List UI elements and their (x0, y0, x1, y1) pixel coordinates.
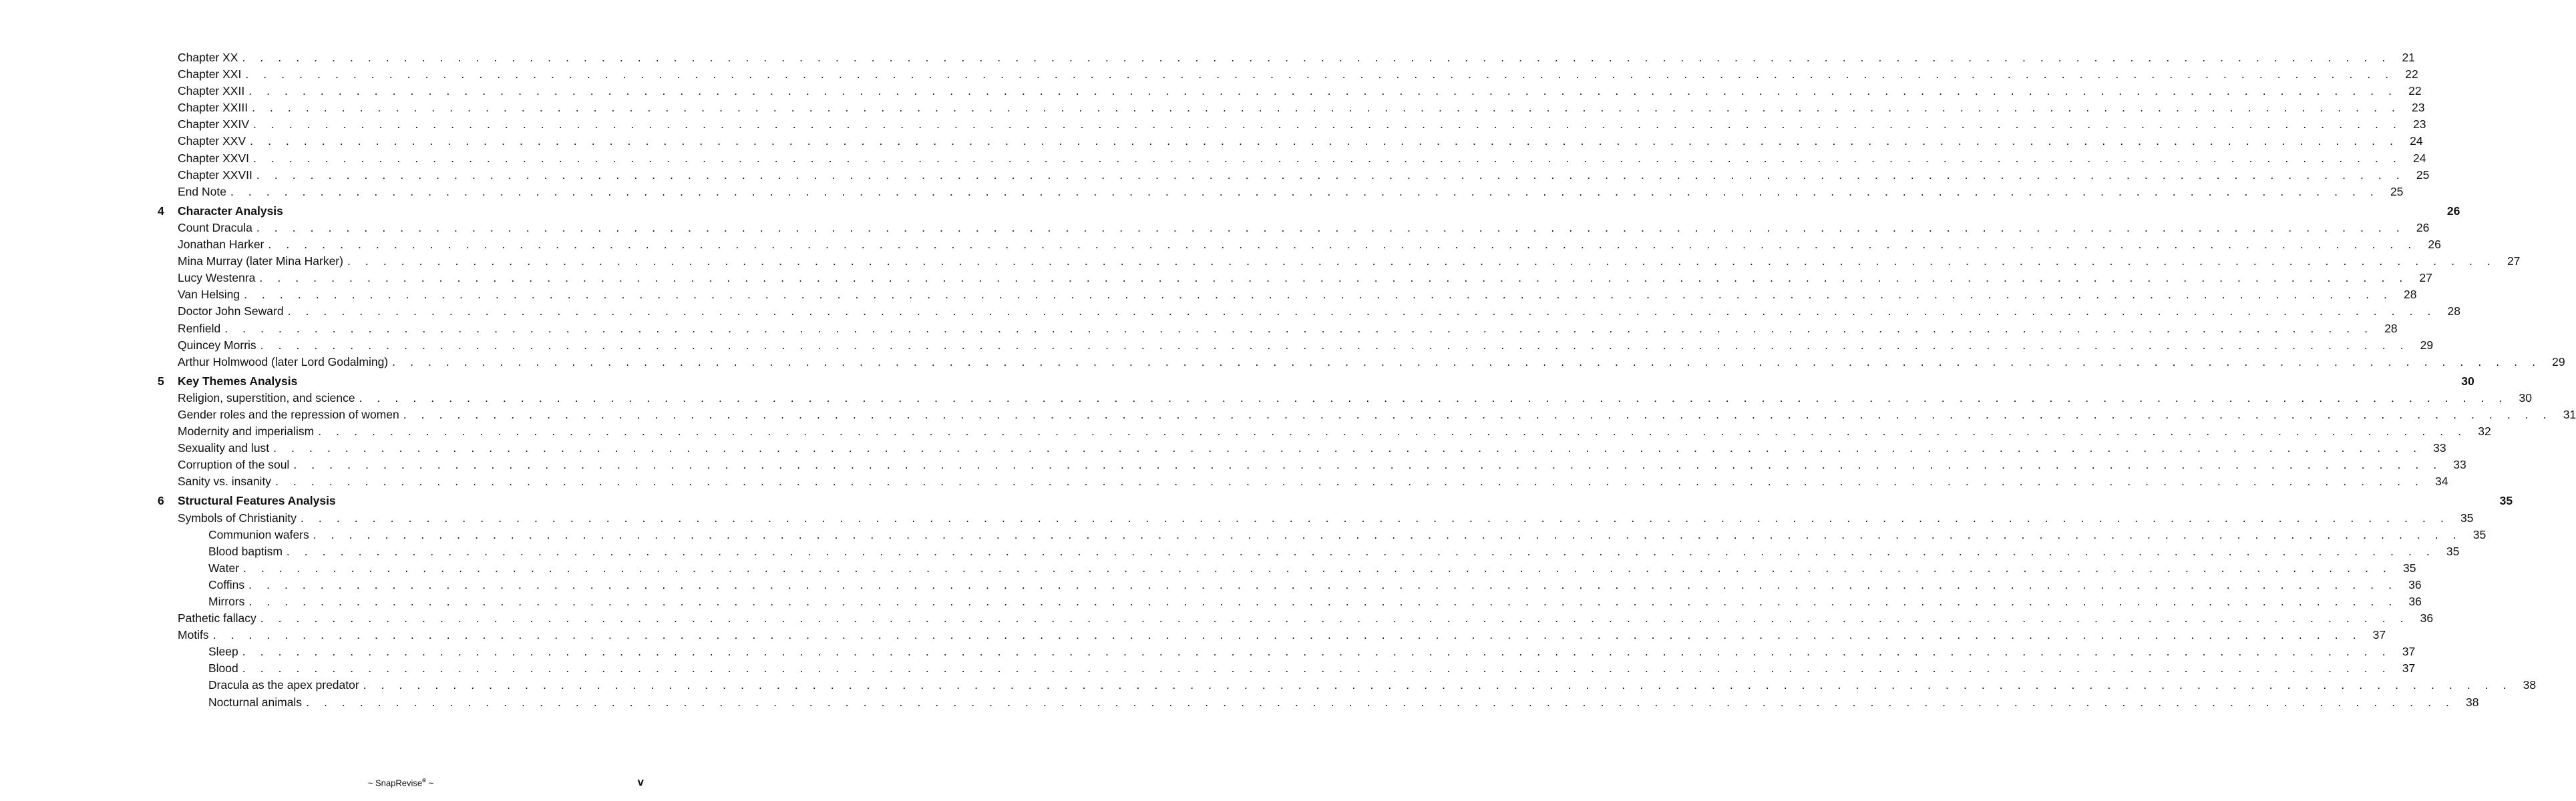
toc-entry-page: 35 (2499, 494, 2513, 508)
dot-leader: . . . . . . . . . . . . . . . . . . . . . . . . . . . . . . . . . . . . . . . . . . . . . . . . . . . . . . . . . . . . . . . . . . . . . . . . . . . . . . . . . . . . . . . . . . . . . . . . . . . . . . . . . . . . . . . . . . . . . . . . (253, 117, 2402, 131)
toc-entry[interactable] (0, 354, 2565, 370)
toc-entry[interactable] (0, 560, 2416, 577)
toc-entry-body (178, 150, 2426, 167)
toc-entry-title: Dracula as the apex predator (208, 678, 359, 692)
registered-mark: ® (422, 778, 426, 784)
toc-entry-page: 23 (2412, 101, 2425, 115)
toc-entry[interactable] (0, 457, 2466, 473)
toc-entry-page: 37 (2402, 645, 2416, 659)
toc-entry[interactable] (0, 510, 2474, 527)
toc-entry-page: 35 (2446, 544, 2460, 558)
chapter-number: 6 (158, 494, 164, 508)
toc-entry-body (178, 473, 2448, 490)
toc-entry-page: 33 (2453, 458, 2466, 472)
toc-entry-title: Chapter XXIII (178, 101, 248, 115)
toc-entry-page: 28 (2447, 304, 2460, 318)
toc-entry-body (178, 510, 2474, 527)
toc-entry[interactable] (0, 167, 2430, 184)
toc-entry[interactable] (0, 286, 2417, 303)
toc-entry-page: 35 (2403, 561, 2416, 575)
toc-entry-title: Lucy Westenra (178, 271, 256, 285)
toc-entry-body (208, 527, 2487, 543)
toc-entry-body (208, 694, 2479, 711)
toc-entry-body (178, 220, 2430, 236)
toc-entry-body (178, 457, 2466, 473)
toc-entry[interactable] (0, 49, 2415, 66)
toc-entry-body (178, 493, 2513, 509)
toc-entry-page: 33 (2433, 441, 2446, 455)
toc-entry-body (178, 373, 2474, 390)
dot-leader: . . . . . . . . . . . . . . . . . . . . . . . . . . . . . . . . . . . . . . . . . . . . . . . . . . . . . . . . . . . . . . . . . . . . . . . . . . . . . . . . . . . . . . . . . . . . . . . . . . . . . . . . . . . . . . . . . . . . . . . . (242, 645, 2392, 659)
toc-entry-body (208, 543, 2460, 560)
toc-entry-title: Quincey Morris (178, 338, 256, 352)
dot-leader: . . . . . . . . . . . . . . . . . . . . . . . . . . . . . . . . . . . . . . . . . . . . . . . . . . . . . . . . . . . . . . . . . . . . . . . . . . . . . . . . . . . . . . . . . . . . . . . . . . . . . . . . . . . . . . . . . . . . . . . . (242, 51, 2391, 64)
toc-entry-body (178, 167, 2430, 184)
toc-entry-page: 28 (2404, 288, 2417, 302)
dot-leader: . . . . . . . . . . . . . . . . . . . . . . . . . . . . . . . . . . . . . . . . . . . . . . . . . . . . . . . . . . . . . . . . . . . . . . . . . . . . . . . . . . . . . . . . . . . . . . . . . . . . . . . . . . . . . . . . . . . . . . . . (248, 84, 2398, 98)
toc-entry-title: Structural Features Analysis (178, 494, 336, 508)
toc-entry-page: 27 (2419, 271, 2432, 285)
toc-entry-body (178, 133, 2423, 150)
dot-leader: . . . . . . . . . . . . . . . . . . . . . . . . . . . . . . . . . . . . . . . . . . . . . . . . . . . . . . . . . . . . . . . . . . . . . . . . . . . . . . . . . . . . . . . . . . . . . . . . . . . . . . . . . . . . . . . . . . . . . . . . (248, 577, 2398, 591)
toc-entry-body (178, 320, 2398, 337)
toc-entry-page: 38 (2523, 678, 2537, 692)
toc-entry-title: Jonathan Harker (178, 238, 264, 252)
dot-leader: . . . . . . . . . . . . . . . . . . . . . . . . . . . . . . . . . . . . . . . . . . . . . . . . . . . . . . . . . . . . . . . . . . . . . . . . . . . . . . . . . . . . . . . . . . . . . . . . . . . . . . . . . . . . . . . . . . . . . . . . (403, 407, 2553, 421)
toc-entry-title: Mina Murray (later Mina Harker) (178, 254, 343, 268)
toc-entry-page: 21 (2402, 51, 2415, 64)
dot-leader: . . . . . . . . . . . . . . . . . . . . . . . . . . . . . . . . . . . . . . . . . . . . . . . . . . . . . . . . . . . . . . . . . . . . . . . . . . . . . . . . . . . . . . . . . . . . . . . . . . . . . . . . . . . . . . . . . . . . . . . . (306, 695, 2455, 709)
toc-entry[interactable] (0, 236, 2441, 253)
toc-entry-body (208, 643, 2416, 660)
toc-entry-page: 22 (2408, 84, 2422, 98)
toc-entry[interactable] (0, 440, 2446, 457)
toc-entry[interactable] (0, 116, 2426, 133)
toc-entry[interactable] (0, 660, 2416, 677)
toc-entry-page: 35 (2472, 527, 2487, 541)
toc-entry-title: Chapter XXVII (178, 168, 252, 182)
page-footer (0, 776, 801, 790)
toc-entry-title: Chapter XXIV (178, 117, 249, 131)
toc-entry-title: Communion wafers (208, 527, 309, 541)
toc-entry[interactable] (0, 66, 2418, 83)
toc-entry-title: Corruption of the soul (178, 458, 290, 472)
toc-entry-body (208, 560, 2416, 577)
toc-entry-body (178, 407, 2576, 423)
footer-brand-prefix: ~ SnapRevise (367, 778, 423, 788)
dot-leader: . . . . . . . . . . . . . . . . . . . . . . . . . . . . . . . . . . . . . . . . . . . . . . . . . . . . . . . . . . . . . . . . . . . . . . . . . . . . . . . . . . . . . . . . . . . . . . . . . . . . . . . . . . . . . . . . . . . . . . . . (252, 101, 2401, 115)
toc-chapter-heading[interactable] (0, 493, 2513, 509)
dot-leader: . . . . . . . . . . . . . . . . . . . . . . . . . . . . . . . . . . . . . . . . . . . . . . . . . . . . . . . . . . . . . . . . . . . . . . . . . . . . . . . . . . . . . . . . . . . . . . . . . . . . . . . . . . . . . . . . . . . . . . . . (300, 511, 2450, 525)
toc-entry-body (178, 286, 2417, 303)
toc-entry-body (208, 593, 2422, 610)
footer-brand (0, 778, 801, 788)
toc-entry[interactable] (0, 677, 2537, 694)
toc-entry[interactable] (0, 390, 2533, 407)
toc-entry-page: 30 (2519, 390, 2533, 405)
toc-entry-page: 37 (2372, 628, 2386, 642)
toc-entry-title: Pathetic fallacy (178, 611, 256, 625)
toc-entry-title: Nocturnal animals (208, 695, 303, 709)
dot-leader: . . . . . . . . . . . . . . . . . . . . . . . . . . . . . . . . . . . . . . . . . . . . . . . . . . . . . . . . . . . . . . . . . . . . . . . . . . . . . . . . . . . . . . . . . . . . . . . . . . . . . . . . . . . . . . . . . . . . . . . . (259, 271, 2408, 285)
toc-entry-body (208, 677, 2537, 694)
dot-leader: . . . . . . . . . . . . . . . . . . . . . . . . . . . . . . . . . . . . . . . . . . . . . . . . . . . . . . . . . . . . . . . . . . . . . . . . . . . . . . . . . . . . . . . . . . . . . . . . . . . . . . . . . . . . . . . . . . . . . . . . (347, 254, 2497, 268)
toc-entry[interactable] (0, 610, 2434, 627)
toc-entry-body (178, 440, 2446, 457)
toc-entry-page: 35 (2460, 511, 2474, 525)
dot-leader: . . . . . . . . . . . . . . . . . . . . . . . . . . . . . . . . . . . . . . . . . . . . . . . . . . . . . . . . . . . . . . . . . . . . . . . . . . . . . . . . . . . . . . . . . . . . . . . . . . . . . . . . . . . . . . . . . . . . . . . . (256, 220, 2406, 234)
toc-entry-page: 38 (2466, 695, 2479, 709)
toc-entry-title: Blood baptism (208, 544, 283, 558)
toc-entry-page: 36 (2420, 611, 2434, 625)
toc-entry-title: Renfield (178, 321, 221, 335)
toc-entry-title: Sanity vs. insanity (178, 475, 272, 489)
dot-leader: . . . . . . . . . . . . . . . . . . . . . . . . . . . . . . . . . . . . . . . . . . . . . . . . . . . . . . . . . . . . . . . . . . . . . . . . . . . . . . . . . . . . . . . . . . . . . . . . . . . . . . . . . . . . . . . . . . . . . . . . (212, 628, 2362, 642)
toc-entry-page: 34 (2435, 475, 2448, 489)
dot-leader: . . . . . . . . . . . . . . . . . . . . . . . . . . . . . . . . . . . . . . . . . . . . . . . . . . . . . . . . . . . . . . . . . . . . . . . . . . . . . . . . . . . . . . . . . . . . . . . . . . . . . . . . . . . . . . . . . . . . . . . . (268, 238, 2417, 252)
toc-entry[interactable] (0, 220, 2430, 236)
toc-entry-page: 24 (2412, 151, 2426, 165)
toc-entry[interactable] (0, 423, 2491, 440)
dot-leader: . . . . . . . . . . . . . . . . . . . . . . . . . . . . . . . . . . . . . . . . . . . . . . . . . . . . . . . . . . . . . . . . . . . . . . . . . . . . . . . . . . . . . . . . . . . . . . . . . . . . . . . . . . . . . . . . . . . . . . . . (253, 151, 2402, 165)
dot-leader: . . . . . . . . . . . . . . . . . . . . . . . . . . . . . . . . . . . . . . . . . . . . . . . . . . . . . . . . . . . . . . . . . . . . . . . . . . . . . . . . . . . . . . . . . . . . . . . . . . . . . . . . . . . . . . . . . . . . . . . . (248, 595, 2398, 608)
toc-entry-page: 22 (2405, 67, 2418, 81)
dot-leader: . . . . . . . . . . . . . . . . . . . . . . . . . . . . . . . . . . . . . . . . . . . . . . . . . . . . . . . . . . . . . . . . . . . . . . . . . . . . . . . . . . . . . . . . . . . . . . . . . . . . . . . . . . . . . . . . . . . . . . . . (242, 661, 2392, 676)
toc-entry-body (208, 577, 2422, 593)
toc-entry[interactable] (0, 303, 2460, 320)
toc-entry-body (178, 303, 2460, 320)
toc-entry-title: Chapter XXV (178, 134, 246, 148)
toc-entry-title: Van Helsing (178, 288, 240, 302)
dot-leader: . . . . . . . . . . . . . . . . . . . . . . . . . . . . . . . . . . . . . . . . . . . . . . . . . . . . . . . . . . . . . . . . . . . . . . . . . . . . . . . . . . . . . . . . . . . . . . . . . . . . . . . . . . . . . . . . . . . . . . . . (224, 321, 2374, 335)
toc-entry-body (178, 66, 2418, 83)
toc-entry[interactable] (0, 593, 2422, 610)
toc-entry[interactable] (0, 577, 2422, 593)
toc-entry-title: Sexuality and lust (178, 441, 270, 455)
toc-entry-page: 30 (2461, 374, 2474, 388)
dot-leader: . . . . . . . . . . . . . . . . . . . . . . . . . . . . . . . . . . . . . . . . . . . . . . . . . . . . . . . . . . . . . . . . . . . . . . . . . . . . . . . . . . . . . . . . . . . . . . . . . . . . . . . . . . . . . . . . . . . . . . . . (287, 304, 2436, 318)
toc-entry-title: Key Themes Analysis (178, 374, 298, 388)
dot-leader: . . . . . . . . . . . . . . . . . . . . . . . . . . . . . . . . . . . . . . . . . . . . . . . . . . . . . . . . . . . . . . . . . . . . . . . . . . . . . . . . . . . . . . . . . . . . . . . . . . . . . . . . . . . . . . . . . . . . . . . . (313, 527, 2462, 541)
toc-entry-body (178, 627, 2386, 643)
dot-leader: . . . . . . . . . . . . . . . . . . . . . . . . . . . . . . . . . . . . . . . . . . . . . . . . . . . . . . . . . . . . . . . . . . . . . . . . . . . . . . . . . . . . . . . . . . . . . . . . . . . . . . . . . . . . . . . . . . . . . . . . (318, 425, 2467, 439)
dot-leader: . . . . . . . . . . . . . . . . . . . . . . . . . . . . . . . . . . . . . . . . . . . . . . . . . . . . . . . . . . . . . . . . . . . . . . . . . . . . . . . . . . . . . . . . . . . . . . . . . . . . . . . . . . . . . . . . . . . . . . . . (243, 561, 2392, 575)
toc-entry-page: 24 (2410, 134, 2423, 148)
toc-entry-page: 37 (2402, 661, 2416, 676)
toc-entry[interactable] (0, 150, 2426, 167)
toc-entry-body (178, 99, 2425, 116)
toc-entry[interactable] (0, 133, 2423, 150)
toc-entry-page: 36 (2408, 595, 2422, 608)
toc-entry-body (178, 253, 2521, 270)
dot-leader: . . . . . . . . . . . . . . . . . . . . . . . . . . . . . . . . . . . . . . . . . . . . . . . . . . . . . . . . . . . . . . . . . . . . . . . . . . . . . . . . . . . . . . . . . . . . . . . . . . . . . . . . . . . . . . . . . . . . . . . . (260, 611, 2410, 625)
toc-entry[interactable] (0, 643, 2416, 660)
toc-entry-body (178, 354, 2565, 370)
table-of-contents (0, 49, 2576, 711)
toc-chapter-heading[interactable] (0, 373, 2474, 390)
toc-entry[interactable] (0, 627, 2386, 643)
toc-entry-title: Chapter XXI (178, 67, 242, 81)
dot-leader: . . . . . . . . . . . . . . . . . . . . . . . . . . . . . . . . . . . . . . . . . . . . . . . . . . . . . . . . . . . . . . . . . . . . . . . . . . . . . . . . . . . . . . . . . . . . . . . . . . . . . . . . . . . . . . . . . . . . . . . . (260, 338, 2410, 352)
toc-entry-page: 36 (2408, 577, 2422, 591)
toc-entry-page: 32 (2478, 425, 2491, 439)
toc-entry[interactable] (0, 694, 2479, 711)
toc-entry-body (178, 610, 2434, 627)
toc-entry-page: 26 (2428, 238, 2441, 252)
toc-entry-body (178, 203, 2460, 220)
toc-entry[interactable] (0, 473, 2448, 490)
dot-leader: . . . . . . . . . . . . . . . . . . . . . . . . . . . . . . . . . . . . . . . . . . . . . . . . . . . . . . . . . . . . . . . . . . . . . . . . . . . . . . . . . . . . . . . . . . . . . . . . . . . . . . . . . . . . . . . . . . . . . . . . (275, 475, 2424, 489)
toc-entry-title: Coffins (208, 577, 245, 591)
toc-entry-page: 25 (2416, 168, 2430, 182)
dot-leader: . . . . . . . . . . . . . . . . . . . . . . . . . . . . . . . . . . . . . . . . . . . . . . . . . . . . . . . . . . . . . . . . . . . . . . . . . . . . . . . . . . . . . . . . . . . . . . . . . . . . . . . . . . . . . . . . . . . . . . . . (245, 67, 2394, 81)
toc-entry-title: Mirrors (208, 595, 245, 608)
toc-entry-title: Chapter XXII (178, 84, 245, 98)
toc-entry-title: Blood (208, 661, 238, 676)
toc-entry-title: Motifs (178, 628, 209, 642)
toc-entry-page: 26 (2416, 220, 2430, 234)
dot-leader: . . . . . . . . . . . . . . . . . . . . . . . . . . . . . . . . . . . . . . . . . . . . . . . . . . . . . . . . . . . . . . . . . . . . . . . . . . . . . . . . . . . . . . . . . . . . . . . . . . . . . . . . . . . . . . . . . . . . . . . . (273, 441, 2422, 455)
dot-leader: . . . . . . . . . . . . . . . . . . . . . . . . . . . . . . . . . . . . . . . . . . . . . . . . . . . . . . . . . . . . . . . . . . . . . . . . . . . . . . . . . . . . . . . . . . . . . . . . . . . . . . . . . . . . . . . . . . . . . . . . (293, 458, 2442, 472)
toc-entry[interactable] (0, 253, 2521, 270)
toc-entry-body (208, 660, 2416, 677)
toc-entry-body (178, 390, 2533, 407)
dot-leader: . . . . . . . . . . . . . . . . . . . . . . . . . . . . . . . . . . . . . . . . . . . . . . . . . . . . . . . . . . . . . . . . . . . . . . . . . . . . . . . . . . . . . . . . . . . . . . . . . . . . . . . . . . . . . . . . . . . . . . . . (286, 544, 2436, 558)
toc-entry-page: 25 (2390, 184, 2404, 198)
dot-leader: . . . . . . . . . . . . . . . . . . . . . . . . . . . . . . . . . . . . . . . . . . . . . . . . . . . . . . . . . . . . . . . . . . . . . . . . . . . . . . . . . . . . . . . . . . . . . . . . . . . . . . . . . . . . . . . . . . . . . . . . (363, 678, 2513, 692)
toc-entry-page: 26 (2446, 204, 2460, 218)
toc-entry-body (178, 184, 2404, 200)
toc-entry-title: End Note (178, 184, 226, 198)
toc-entry-page: 31 (2563, 407, 2576, 421)
toc-entry-title: Chapter XX (178, 51, 238, 64)
toc-entry-page: 28 (2384, 321, 2398, 335)
toc-entry[interactable] (0, 99, 2425, 116)
dot-leader: . . . . . . . . . . . . . . . . . . . . . . . . . . . . . . . . . . . . . . . . . . . . . . . . . . . . . . . . . . . . . . . . . . . . . . . . . . . . . . . . . . . . . . . . . . . . . . . . . . . . . . . . . . . . . . . . . . . . . . . . (250, 134, 2399, 148)
toc-entry-title: Water (208, 561, 240, 575)
toc-entry[interactable] (0, 270, 2432, 286)
toc-entry[interactable] (0, 407, 2576, 423)
toc-entry-title: Gender roles and the repression of women (178, 407, 399, 421)
toc-entry-body (178, 337, 2434, 354)
toc-entry-title: Character Analysis (178, 204, 283, 218)
toc-entry[interactable] (0, 527, 2487, 543)
toc-entry[interactable] (0, 320, 2398, 337)
toc-entry-page: 29 (2552, 354, 2565, 368)
chapter-number: 5 (158, 374, 164, 388)
toc-entry-title: Symbols of Christianity (178, 511, 297, 525)
toc-entry[interactable] (0, 543, 2460, 560)
toc-entry-title: Sleep (208, 645, 238, 659)
toc-chapter-heading[interactable] (0, 203, 2460, 220)
toc-entry-title: Doctor John Seward (178, 304, 284, 318)
toc-entry-title: Count Dracula (178, 220, 252, 234)
toc-entry-title: Religion, superstition, and science (178, 390, 355, 405)
toc-entry-title: Chapter XXVI (178, 151, 249, 165)
toc-entry-body (178, 236, 2441, 253)
toc-entry-body (178, 49, 2415, 66)
toc-entry-page: 23 (2412, 117, 2426, 131)
toc-entry-body (178, 83, 2422, 99)
toc-entry[interactable] (0, 83, 2422, 99)
toc-entry-title: Arthur Holmwood (later Lord Godalming) (178, 354, 389, 368)
dot-leader: . . . . . . . . . . . . . . . . . . . . . . . . . . . . . . . . . . . . . . . . . . . . . . . . . . . . . . . . . . . . . . . . . . . . . . . . . . . . . . . . . . . . . . . . . . . . . . . . . . . . . . . . . . . . . . . . . . . . . . . . (256, 168, 2406, 182)
toc-entry-page: 27 (2507, 254, 2521, 268)
dot-leader: . . . . . . . . . . . . . . . . . . . . . . . . . . . . . . . . . . . . . . . . . . . . . . . . . . . . . . . . . . . . . . . . . . . . . . . . . . . . . . . . . . . . . . . . . . . . . . . . . . . . . . . . . . . . . . . . . . . . . . . . (392, 354, 2541, 368)
toc-entry-title: Modernity and imperialism (178, 425, 315, 439)
toc-entry[interactable] (0, 337, 2434, 354)
dot-leader: . . . . . . . . . . . . . . . . . . . . . . . . . . . . . . . . . . . . . . . . . . . . . . . . . . . . . . . . . . . . . . . . . . . . . . . . . . . . . . . . . . . . . . . . . . . . . . . . . . . . . . . . . . . . . . . . . . . . . . . . (359, 390, 2509, 405)
toc-entry-body (178, 116, 2426, 133)
toc-entry-body (178, 270, 2432, 286)
toc-entry[interactable] (0, 184, 2404, 200)
page-number: v (637, 776, 644, 788)
toc-entry-body (178, 423, 2491, 440)
toc-entry-page: 29 (2420, 338, 2434, 352)
footer-brand-suffix: ~ (428, 778, 434, 788)
dot-leader: . . . . . . . . . . . . . . . . . . . . . . . . . . . . . . . . . . . . . . . . . . . . . . . . . . . . . . . . . . . . . . . . . . . . . . . . . . . . . . . . . . . . . . . . . . . . . . . . . . . . . . . . . . . . . . . . . . . . . . . . (244, 288, 2393, 302)
dot-leader: . . . . . . . . . . . . . . . . . . . . . . . . . . . . . . . . . . . . . . . . . . . . . . . . . . . . . . . . . . . . . . . . . . . . . . . . . . . . . . . . . . . . . . . . . . . . . . . . . . . . . . . . . . . . . . . . . . . . . . . . (230, 184, 2380, 198)
chapter-number: 4 (158, 204, 164, 218)
